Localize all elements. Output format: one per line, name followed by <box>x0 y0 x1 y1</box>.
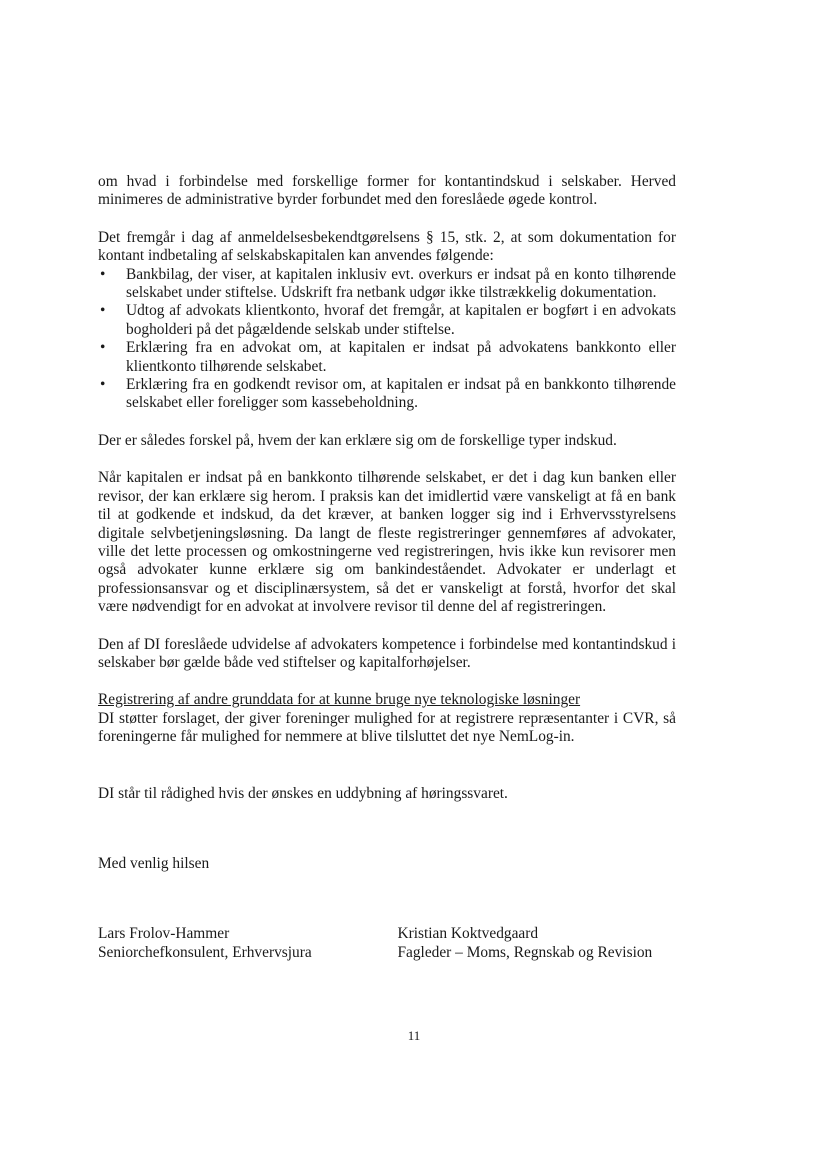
documentation-list <box>98 266 676 413</box>
list-item: • Erklæring fra en godkendt revisor om, at kapitalen er indsat på en bankkonto tilhørende selskabet eller foreligger som kassebeholdning. <box>98 376 676 413</box>
list-item: • Bankbilag, der viser, at kapitalen inklusiv evt. overkurs er indsat på en konto tilhørende selskabet under stiftelse. Udskrift fra netbank udgør ikke tilstrækkelig dokumentation. <box>98 266 676 303</box>
document-body <box>98 173 676 962</box>
paragraph-associations: DI støtter forslaget, der giver foreninger mulighed for at registrere repræsentanter i CVR, så foreningerne får mulighed for nemmere at blive tilsluttet det nye NemLog-in. <box>98 709 676 746</box>
section-heading: Registrering af andre grunddata for at kunne bruge nye teknologiske løsninger <box>98 691 581 709</box>
closing-greeting: Med venlig hilsen <box>98 854 210 872</box>
signatory-name: Kristian Koktvedgaard <box>397 925 539 943</box>
signatory-name: Lars Frolov-Hammer <box>98 925 230 943</box>
signatory-left <box>98 925 397 962</box>
paragraph-availability: DI står til rådighed hvis der ønskes en uddybning af høringssvaret. <box>98 784 508 802</box>
signatory-title: Fagleder – Moms, Regnskab og Revision <box>397 943 653 961</box>
paragraph-intro-continuation: om hvad i forbindelse med forskellige former for kontantindskud i selskaber. Herved minimeres de administrative byrder forbundet med den foreslåede øgede kontrol. <box>98 173 676 209</box>
paragraph-di-proposal: Den af DI foreslåede udvidelse af advokaters kompetence i forbindelse med kontantindskud i selskaber bør gælde både ved stiftelser og kapitalforhøjelser. <box>98 635 676 671</box>
list-item: • Udtog af advokats klientkonto, hvoraf det fremgår, at kapitalen er bogført i en advokats bogholderi på det pågældende selskab under stiftelse. <box>98 302 676 339</box>
list-item: • Erklæring fra en advokat om, at kapitalen er indsat på advokatens bankkonto eller klientkonto tilhørende selskabet. <box>98 339 676 376</box>
page-number: 11 <box>407 1028 421 1043</box>
paragraph-bank-account: Når kapitalen er indsat på en bankkonto tilhørende selskabet, er det i dag kun banken eller revisor, der kan erklære sig herom. I praksis kan det imidlertid være vanskeligt at få en bank til at godkende et indskud, da det kræver, at banken logger sig ind i Erhvervsstyrelsens digitale selvbetjeningsløsning. Da langt de fleste registreringer gennemføres af advokater, ville det lette processen og omkostningerne ved registreringen, hvis ikke kun revisorer men også advokater kunne erklære sig om bankindeståendet. Advokater er underlagt et professionsansvar og et disciplinærsystem, så det er vanskeligt at forstå, hvorfor det skal være nødvendigt for en advokat at involvere revisor til denne del af registreringen. <box>98 469 676 616</box>
signature-block <box>98 925 676 962</box>
signatory-title: Seniorchefkonsulent, Erhvervsjura <box>98 943 312 961</box>
signatory-right <box>397 925 676 962</box>
paragraph-difference: Der er således forskel på, hvem der kan erklære sig om de forskellige typer indskud. <box>98 431 617 449</box>
paragraph-documentation-requirements: Det fremgår i dag af anmeldelsesbekendtgørelsens § 15, stk. 2, at som dokumentation for kontant indbetaling af selskabskapitalen kan anvendes følgende: <box>98 228 676 265</box>
